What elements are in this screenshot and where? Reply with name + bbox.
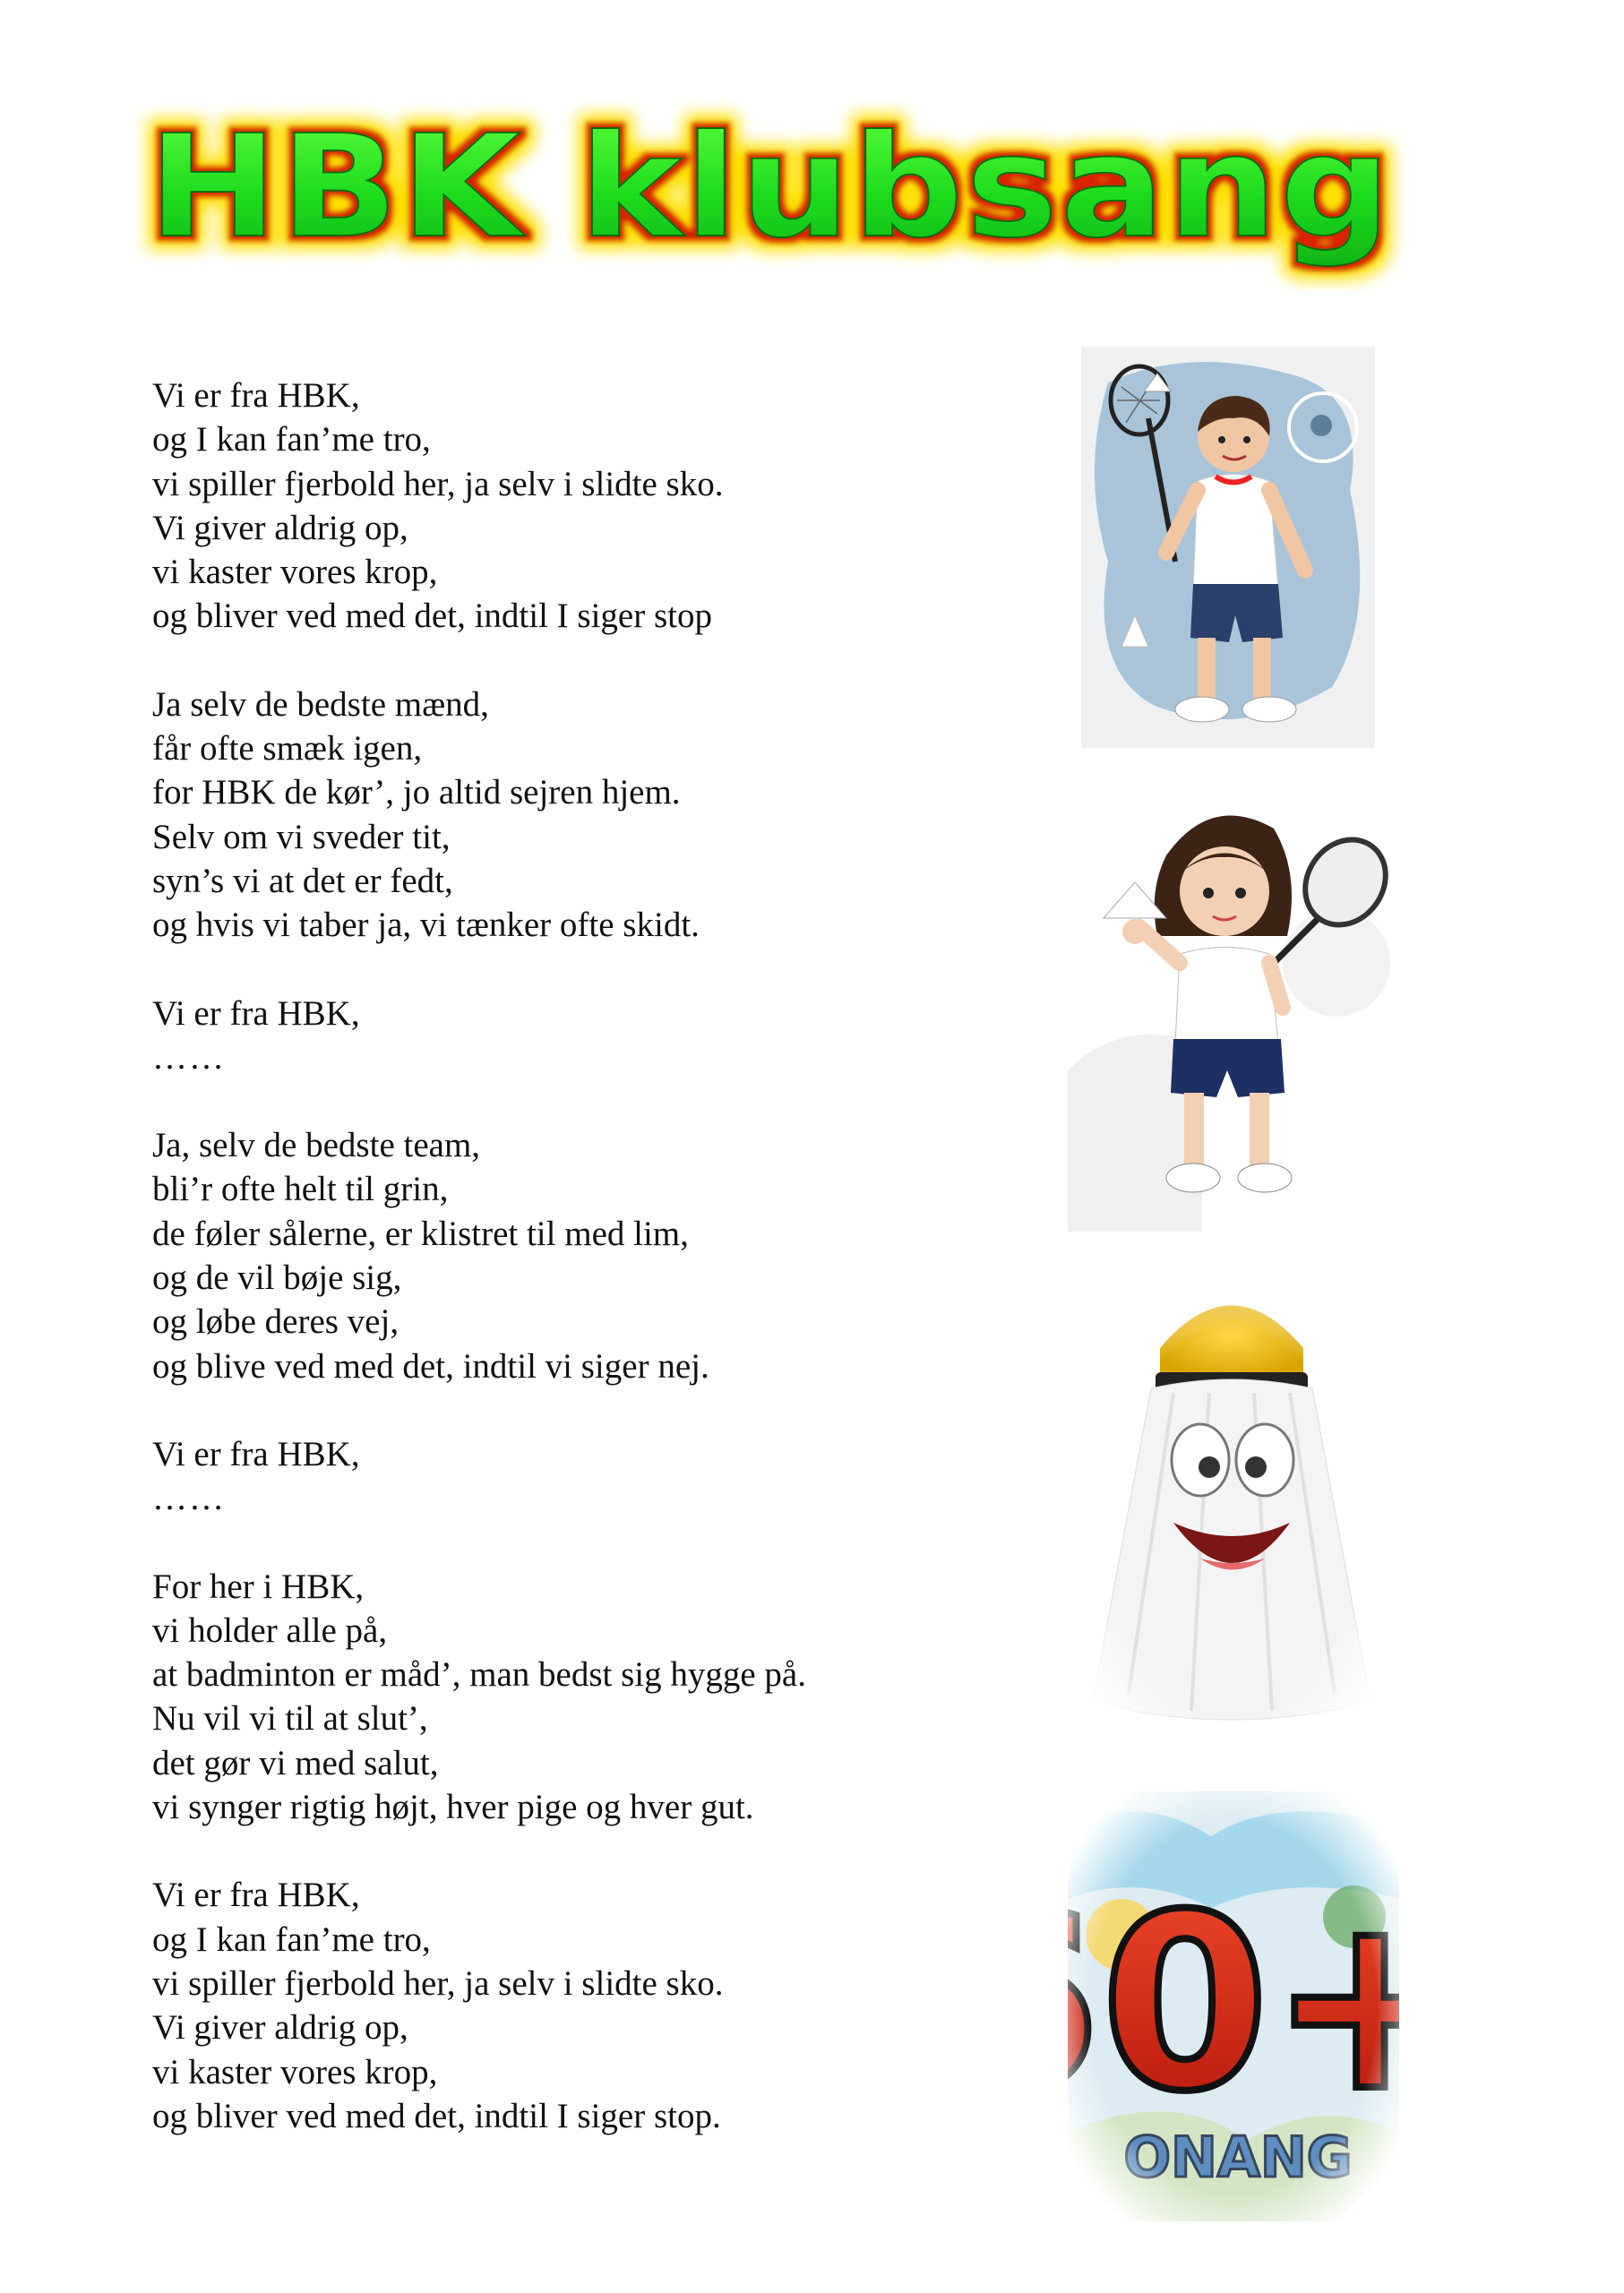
lyric-line: Vi giver aldrig op, — [152, 508, 408, 547]
lyric-line: at badminton er måd’, man bedst sig hygge på. — [152, 1655, 806, 1695]
lyric-line: og de vil bøje sig, — [152, 1258, 402, 1298]
stanza-1 — [152, 374, 1048, 639]
title-text: HBK klubsang — [148, 105, 1393, 270]
lyric-line: For her i HBK, — [152, 1567, 365, 1606]
lyric-line: Vi er fra HBK, — [152, 993, 360, 1033]
lyric-line: for HBK de kør’, jo altid sejren hjem. — [152, 773, 681, 812]
lyric-line: syn’s vi at det er fedt, — [152, 861, 453, 900]
lyric-line: og hvis vi taber ja, vi tænker ofte skidt. — [152, 906, 700, 945]
stanza-3-chorus — [152, 992, 1048, 1080]
lyric-line: og bliver ved med det, indtil I siger stop — [152, 597, 712, 636]
lyric-line: og løbe deres vej, — [152, 1302, 400, 1342]
lyric-line: og bliver ved med det, indtil I siger stop. — [152, 2096, 721, 2135]
stanza-2 — [152, 683, 1048, 948]
lyric-line: det gør vi med salut, — [152, 1743, 439, 1782]
lyric-line: og I kan fan’me tro, — [152, 1919, 431, 1959]
stanza-7-chorus — [152, 1873, 1048, 2138]
lyric-line: bli’r ofte helt til grin, — [152, 1170, 449, 1209]
lyric-line: Vi er fra HBK, — [152, 1876, 360, 1915]
lyric-line: og blive ved med det, indtil vi siger nej. — [152, 1346, 709, 1386]
stanza-4 — [152, 1123, 1048, 1388]
lyric-line: Vi er fra HBK, — [152, 1434, 360, 1473]
lyric-line: vi holder alle på, — [152, 1610, 388, 1650]
sixty-plus-graffiti-icon — [1068, 1791, 1399, 2221]
lyric-line: Nu vil vi til at slut’, — [152, 1699, 428, 1739]
lyric-line: og I kan fan’me tro, — [152, 420, 431, 459]
lyric-line: Selv om vi sveder tit, — [152, 817, 451, 856]
page-title — [107, 85, 1433, 291]
lyric-line: vi spiller fjerbold her, ja selv i slidte sko. — [152, 464, 724, 503]
stanza-6 — [152, 1565, 1048, 1830]
song-lyrics — [152, 374, 1048, 2182]
lyric-line: vi synger rigtig højt, hver pige og hver gut. — [152, 1788, 754, 1827]
shuttlecock-mascot-icon — [1066, 1272, 1397, 1773]
girl-badminton-player-icon — [1068, 784, 1399, 1232]
lyric-line: Ja, selv de bedste team, — [152, 1126, 481, 1165]
lyric-line: vi kaster vores krop, — [152, 2052, 438, 2091]
lyric-line: vi kaster vores krop, — [152, 553, 438, 592]
stanza-5-chorus — [152, 1432, 1048, 1521]
title-wordart — [107, 85, 1433, 291]
lyric-line: får ofte smæk igen, — [152, 729, 423, 769]
lyric-line: Vi giver aldrig op, — [152, 2008, 408, 2048]
lyric-ellipsis: …… — [152, 1479, 226, 1518]
lyric-line: vi spiller fjerbold her, ja selv i slidte sko. — [152, 1963, 724, 2003]
boy-badminton-player-icon — [1081, 347, 1375, 748]
lyric-line: Ja selv de bedste mænd, — [152, 684, 489, 724]
lyric-line: Vi er fra HBK, — [152, 376, 360, 415]
lyric-line: de føler sålerne, er klistret til med lim, — [152, 1214, 689, 1253]
lyric-ellipsis: …… — [152, 1037, 226, 1077]
